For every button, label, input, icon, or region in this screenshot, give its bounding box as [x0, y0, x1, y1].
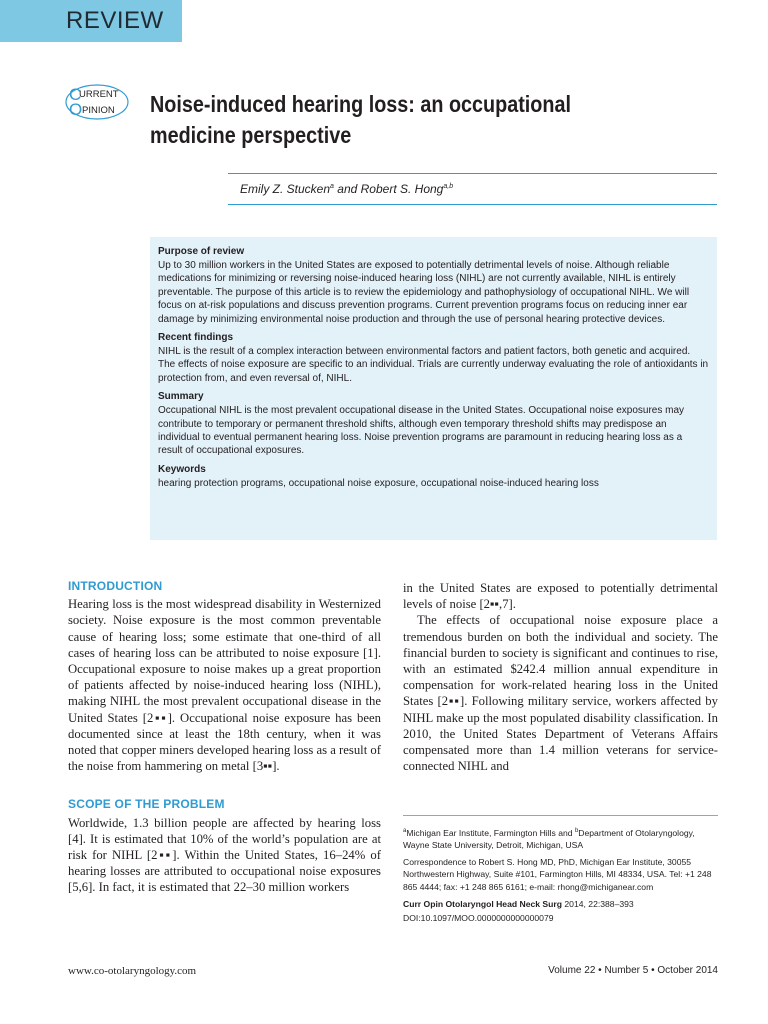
- left-column: [68, 578, 381, 896]
- logo-top: URRENT: [79, 89, 119, 100]
- findings-heading: Recent findings: [158, 332, 234, 344]
- footnotes: [403, 825, 719, 929]
- journal-volume: 2014, 22:388–393: [562, 898, 634, 909]
- authors-bottom-rule: [228, 204, 717, 205]
- affil-sup-b: b: [574, 828, 579, 834]
- right-paragraph: The effects of occupational noise exposure place a tremendous burden on both the individual and society. The financial burden to society is significant and continues to rise, with an estimated $242.4 million annual expenditure in compensation for work-related hearing loss in the United States [2▪▪]. Following military service, workers affected by NIHL make up the most populated disability classification. In 2010, the United States Department of Veterans Affairs compensated more than 1.4 million veterans for service-connected NIHL and: [403, 613, 718, 774]
- scope-heading: SCOPE OF THE PROBLEM: [68, 797, 225, 812]
- summary-text: Occupational NIHL is the most prevalent occupational disease in the United States. Occupational noise exposures may contribute to temporary or permanent threshold shifts, although even temporary threshold shifts may predispose an individual to eventual permanent hearing loss. Noise prevention programs are paramount in reducing hearing loss as a result of occupational exposures.: [158, 405, 685, 457]
- logo-bottom: PINION: [82, 105, 115, 116]
- review-tab: [0, 0, 182, 42]
- purpose-text: Up to 30 million workers in the United States are exposed to potentially detrimental levels of noise. Although reliable medications for minimizing or reversing noise-induced hearing loss (NIHL) are not currently available, NIHL is entirely preventable. The purpose of this article is to review the epidemiology and pathophysiology of occupational NIHL. We will focus on at-risk populations and discuss prevention programs. Current prevention programs focus on reducing inner ear damage by minimizing environmental noise production and through the use of personal hearing protective devices.: [158, 260, 690, 325]
- author-2: Robert S. Hong: [360, 182, 444, 196]
- authors-top-rule: [228, 173, 717, 174]
- intro-paragraph: Hearing loss is the most widespread disability in Westernized society. Noise exposure is the most common preventable cause of hearing loss; some estimate that one-third of all cases of hearing loss can be attributed to noise exposure [1]. Occupational exposure to noise makes up a great proportion of patients affected by noise-induced hearing loss (NIHL), making NIHL the most prevalent occupational disease in the United States [2▪▪]. Occupational noise exposure has been documented since at least the 18th century, when it was noted that copper miners developed hearing loss as a result of the noise from hammering on metal [3▪▪].: [68, 597, 381, 774]
- affil-b: Department of Otolaryngology, Wayne State University, Detroit, Michigan, USA: [403, 827, 695, 851]
- right-continuation: in the United States are exposed to potentially detrimental levels of noise [2▪▪,7].: [403, 581, 718, 612]
- keywords-text: hearing protection programs, occupational noise exposure, occupational noise-induced hearing loss: [158, 477, 599, 489]
- review-label: REVIEW: [66, 7, 164, 34]
- affil-sup-a: a: [403, 828, 407, 834]
- purpose-heading: Purpose of review: [158, 246, 245, 257]
- authors: [240, 182, 453, 196]
- affiliations: [403, 825, 719, 851]
- scope-paragraph: Worldwide, 1.3 billion people are affected by hearing loss [4]. It is estimated that 10% of the world’s population are at risk for NIHL [2▪▪]. Within the United States, 16–24% of hearing losses are attributed to occupational noise exposures [5,6]. In fact, it is estimated that 22–30 million workers: [68, 815, 381, 895]
- footnote-rule: [403, 815, 718, 816]
- issue-info: Volume 22 • Number 5 • October 2014: [548, 965, 718, 976]
- correspondence: Correspondence to Robert S. Hong MD, PhD, Michigan Ear Institute, 30055 Northwestern Highway, Suite #101, Farmington Hills, MI 48334, USA. Tel: +1 248 865 4444; fax: +1 248 865 6161; e-mail: rhong@michiganear.com: [403, 857, 712, 892]
- logo-c: C: [69, 85, 82, 104]
- right-column: [403, 580, 718, 774]
- logo-o: O: [69, 100, 83, 119]
- journal-name: Curr Opin Otolaryngol Head Neck Surg: [403, 898, 563, 909]
- affil-a: Michigan Ear Institute, Farmington Hills and: [406, 827, 575, 838]
- author-1: Emily Z. Stucken: [240, 182, 331, 196]
- current-opinion-logo: [64, 83, 130, 121]
- findings-text: NIHL is the result of a complex interaction between environmental factors and patient factors, both genetic and acquired. The effects of noise exposure are specific to an individual. Trials are currently underway evaluating the role of antioxidants in protection from, and even reversal of, NIHL.: [158, 346, 709, 384]
- journal-citation: [403, 898, 719, 910]
- author-and: and: [333, 182, 361, 196]
- author-1-affil: a: [330, 183, 334, 190]
- intro-heading: INTRODUCTION: [68, 579, 163, 593]
- author-2-affil: a,b: [443, 183, 454, 190]
- keywords-heading: Keywords: [158, 463, 206, 475]
- article-title: Noise-induced hearing loss: an occupational medicine perspective: [150, 91, 571, 148]
- doi: DOI:10.1097/MOO.0000000000000079: [403, 913, 554, 924]
- abstract-box: [150, 237, 717, 540]
- summary-heading: Summary: [158, 391, 204, 403]
- journal-url[interactable]: www.co-otolaryngology.com: [68, 965, 197, 977]
